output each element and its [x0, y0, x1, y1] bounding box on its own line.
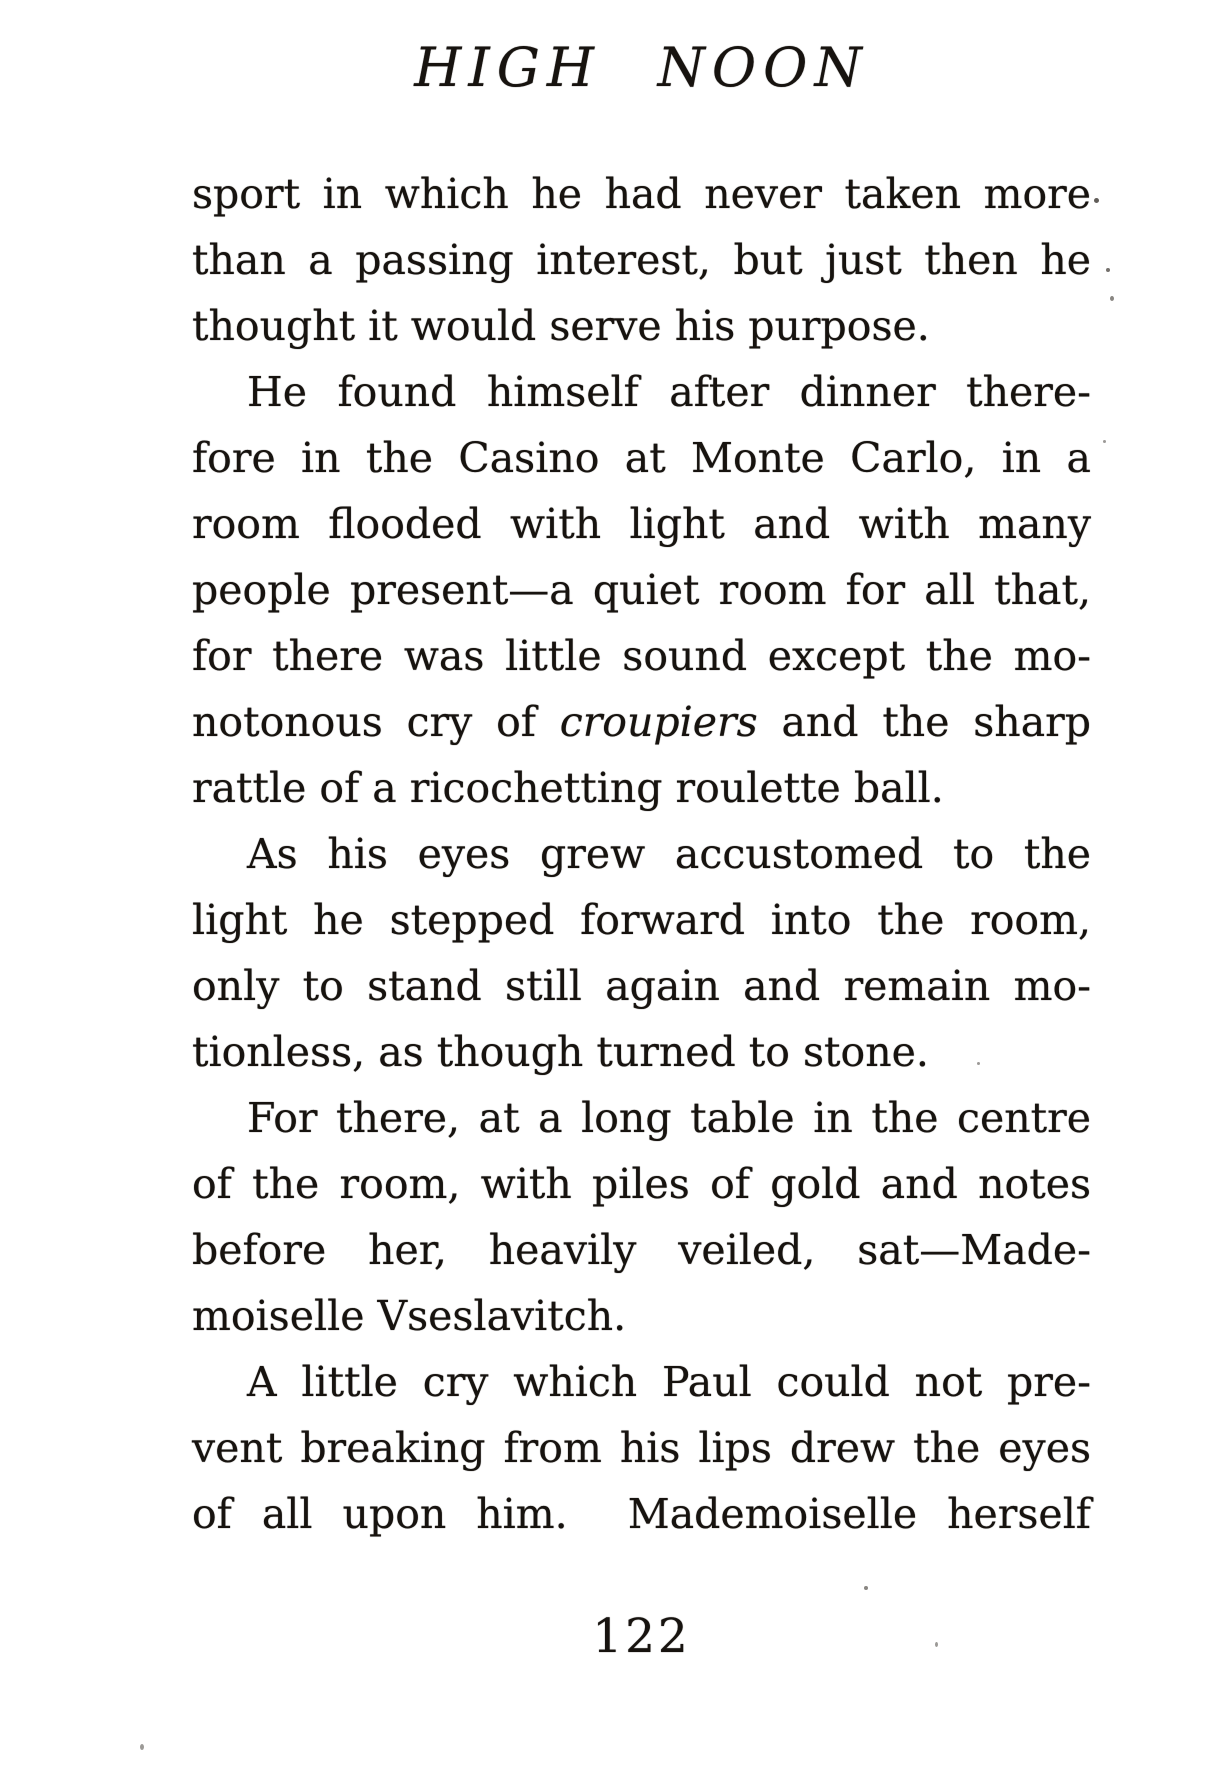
text-line: rattle of a ricochetting roulette ball.	[192, 764, 944, 812]
scan-speck	[140, 1744, 144, 1750]
text-line: than a passing interest, but just then he	[192, 236, 1091, 284]
text-line: light he stepped forward into the room,	[192, 896, 1091, 944]
body-text	[192, 161, 1091, 1547]
text-run: and the sharp	[757, 698, 1091, 746]
text-line: before her, heavily veiled, sat—Made-	[192, 1226, 1091, 1274]
text-line: thought it would serve his purpose.	[192, 302, 930, 350]
text-line: A little cry which Paul could not pre-	[247, 1358, 1091, 1406]
paragraph	[192, 161, 1091, 359]
text-line: moiselle Vseslavitch.	[192, 1292, 627, 1340]
text-line: sport in which he had never taken more	[192, 170, 1091, 218]
scan-speck	[1110, 296, 1114, 301]
text-line: tionless, as though turned to stone.	[192, 1028, 929, 1076]
text-line: of all upon him. Mademoiselle herself	[192, 1490, 1091, 1538]
text-line: fore in the Casino at Monte Carlo, in a	[192, 434, 1091, 482]
text-line: only to stand still again and remain mo-	[192, 962, 1091, 1010]
paragraph	[192, 1349, 1091, 1547]
text-line: room flooded with light and with many	[192, 500, 1091, 548]
text-line: As his eyes grew accustomed to the	[247, 830, 1091, 878]
running-head-title: HIGH NOON	[414, 36, 869, 99]
paragraph	[192, 359, 1091, 821]
paragraph	[192, 1085, 1091, 1349]
scan-speck	[864, 1586, 868, 1590]
scan-speck	[1106, 268, 1110, 272]
scan-speck	[1103, 440, 1106, 443]
text-line: He found himself after dinner there-	[247, 368, 1091, 416]
text-line: for there was little sound except the mo-	[192, 632, 1091, 680]
page-number: 122	[592, 1609, 691, 1664]
text-line: people present—a quiet room for all that,	[192, 566, 1091, 614]
italic-word: croupiers	[559, 698, 758, 746]
text-run: notonous cry of	[192, 698, 560, 746]
scan-speck	[977, 1062, 980, 1065]
text-line: For there, at a long table in the centre	[247, 1094, 1091, 1142]
scan-speck	[1094, 198, 1099, 203]
text-line: of the room, with piles of gold and notes	[192, 1160, 1091, 1208]
scan-speck	[935, 1642, 938, 1647]
text-line	[192, 689, 1091, 755]
text-line: vent breaking from his lips drew the eyes	[192, 1424, 1091, 1472]
paragraph	[192, 821, 1091, 1085]
